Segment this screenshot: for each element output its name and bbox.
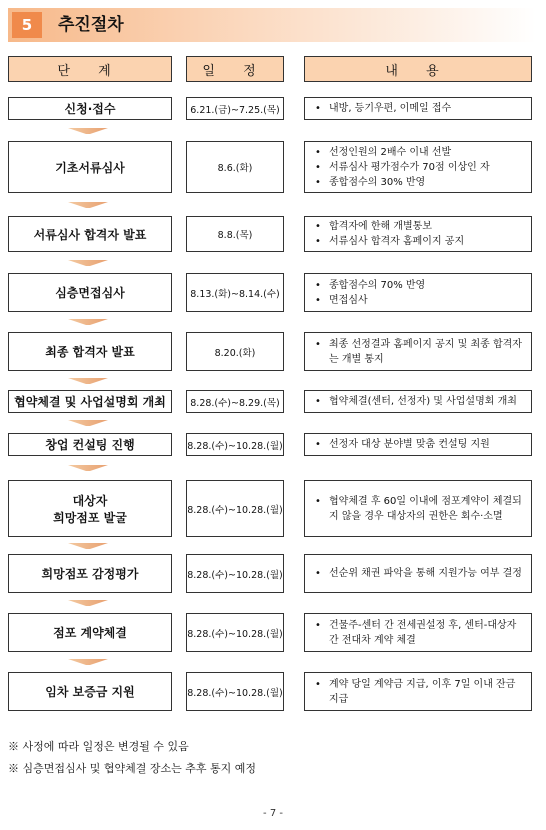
page-number: - 7 - <box>263 808 283 819</box>
content-cell <box>304 97 532 120</box>
note-2: ※ 심층면접심사 및 협약체결 장소는 추후 통지 예정 <box>8 762 256 775</box>
stage-cell <box>8 480 172 537</box>
content-cell <box>304 433 532 456</box>
down-arrow-icon <box>68 659 108 665</box>
date-label: 8.28.(수)~8.29.(목) <box>190 397 280 409</box>
stage-cell <box>8 332 172 371</box>
stage-cell <box>8 613 172 652</box>
stage-cell <box>8 273 172 312</box>
date-label: 8.28.(수)~10.28.(월) <box>187 687 283 699</box>
stage-label: 최종 합격자 발표 <box>45 345 135 359</box>
date-cell <box>186 273 284 312</box>
stage-label: 신청·접수 <box>64 102 116 116</box>
content-item: • 종합점수의 30% 반영 <box>315 175 490 190</box>
date-label: 8.28.(수)~10.28.(월) <box>187 504 283 516</box>
stage-cell <box>8 433 172 456</box>
down-arrow-icon <box>68 465 108 471</box>
content-item: • 선순위 채권 파악을 통해 지원가능 여부 결정 <box>315 566 522 581</box>
date-cell <box>186 141 284 193</box>
content-list <box>315 677 527 707</box>
date-label: 8.28.(수)~10.28.(월) <box>187 628 283 640</box>
note-1: ※ 사정에 따라 일정은 변경될 수 있음 <box>8 740 189 753</box>
stage-cell <box>8 672 172 711</box>
content-item: • 협약체결(센터, 선정자) 및 사업설명회 개최 <box>315 394 517 409</box>
content-cell <box>304 332 532 371</box>
stage-label: 대상자 희망점포 발굴 <box>53 493 127 525</box>
content-item: • 선정자 대상 분야별 맞춤 컨설팅 지원 <box>315 437 490 452</box>
content-item: • 최종 선정결과 홈페이지 공지 및 최종 합격자는 개별 통지 <box>315 337 527 367</box>
date-cell <box>186 433 284 456</box>
down-arrow-icon <box>68 378 108 384</box>
content-list <box>315 278 425 308</box>
content-list <box>315 566 522 581</box>
stage-label: 심층면접심사 <box>55 286 125 300</box>
stage-label: 점포 계약체결 <box>53 626 127 640</box>
date-cell <box>186 480 284 537</box>
down-arrow-icon <box>68 128 108 134</box>
stage-cell <box>8 554 172 593</box>
content-item: • 종합점수의 70% 반영 <box>315 278 425 293</box>
content-item: • 서류심사 평가점수가 70점 이상인 자 <box>315 160 490 175</box>
stage-label: 임차 보증금 지원 <box>45 685 135 699</box>
date-label: 8.8.(목) <box>217 230 253 241</box>
stage-label: 기초서류심사 <box>55 160 125 175</box>
date-label: 8.20.(화) <box>214 347 256 359</box>
date-label: 8.6.(화) <box>217 163 253 174</box>
stage-cell <box>8 390 172 413</box>
content-list <box>315 219 464 249</box>
content-item: • 선정인원의 2배수 이내 선발 <box>315 145 490 160</box>
content-cell <box>304 390 532 413</box>
date-label: 8.28.(수)~10.28.(월) <box>187 440 283 452</box>
date-cell <box>186 97 284 120</box>
date-cell <box>186 613 284 652</box>
date-label: 6.21.(금)~7.25.(목) <box>190 104 280 116</box>
content-item: • 협약체결 후 60일 이내에 점포계약이 체결되지 않을 경우 대상자의 권한은 회수·소멸 <box>315 494 527 524</box>
stage-label: 서류심사 합격자 발표 <box>33 227 147 242</box>
content-item: • 서류심사 합격자 홈페이지 공지 <box>315 234 464 249</box>
content-cell <box>304 480 532 537</box>
stage-cell <box>8 97 172 120</box>
stage-label: 희망점포 감정평가 <box>41 567 139 581</box>
content-cell <box>304 554 532 593</box>
content-list <box>315 618 527 648</box>
content-list <box>315 337 527 367</box>
content-item: • 건물주-센터 간 전세권설정 후, 센터-대상자 간 전대차 계약 체결 <box>315 618 527 648</box>
content-list <box>315 145 490 190</box>
content-item: • 내방, 등기우편, 이메일 접수 <box>315 101 451 116</box>
column-header-date: 일 정 <box>186 56 284 82</box>
stage-cell <box>8 216 172 252</box>
content-list <box>315 494 527 524</box>
date-cell <box>186 390 284 413</box>
date-cell <box>186 216 284 252</box>
stage-cell <box>8 141 172 193</box>
date-label: 8.28.(수)~10.28.(월) <box>187 569 283 581</box>
down-arrow-icon <box>68 202 108 208</box>
section-title: 추진절차 <box>58 15 124 35</box>
content-cell <box>304 672 532 711</box>
down-arrow-icon <box>68 420 108 426</box>
column-header-content: 내 용 <box>304 56 532 82</box>
date-cell <box>186 554 284 593</box>
content-list <box>315 437 490 452</box>
content-item: • 면접심사 <box>315 293 425 308</box>
down-arrow-icon <box>68 543 108 549</box>
down-arrow-icon <box>68 260 108 266</box>
content-item: • 계약 당일 계약금 지급, 이후 7일 이내 잔금 지급 <box>315 677 527 707</box>
stage-label: 협약체결 및 사업설명회 개최 <box>14 395 166 409</box>
section-number-badge: 5 <box>12 12 42 38</box>
content-cell <box>304 613 532 652</box>
date-label: 8.13.(화)~8.14.(수) <box>190 288 280 300</box>
content-cell <box>304 141 532 193</box>
down-arrow-icon <box>68 600 108 606</box>
content-item: • 합격자에 한해 개별통보 <box>315 219 464 234</box>
date-cell <box>186 332 284 371</box>
column-header-stage: 단 계 <box>8 56 172 82</box>
content-list <box>315 101 451 116</box>
content-list <box>315 394 517 409</box>
down-arrow-icon <box>68 319 108 325</box>
stage-label: 창업 컨설팅 진행 <box>45 438 135 452</box>
content-cell <box>304 273 532 312</box>
date-cell <box>186 672 284 711</box>
content-cell <box>304 216 532 252</box>
